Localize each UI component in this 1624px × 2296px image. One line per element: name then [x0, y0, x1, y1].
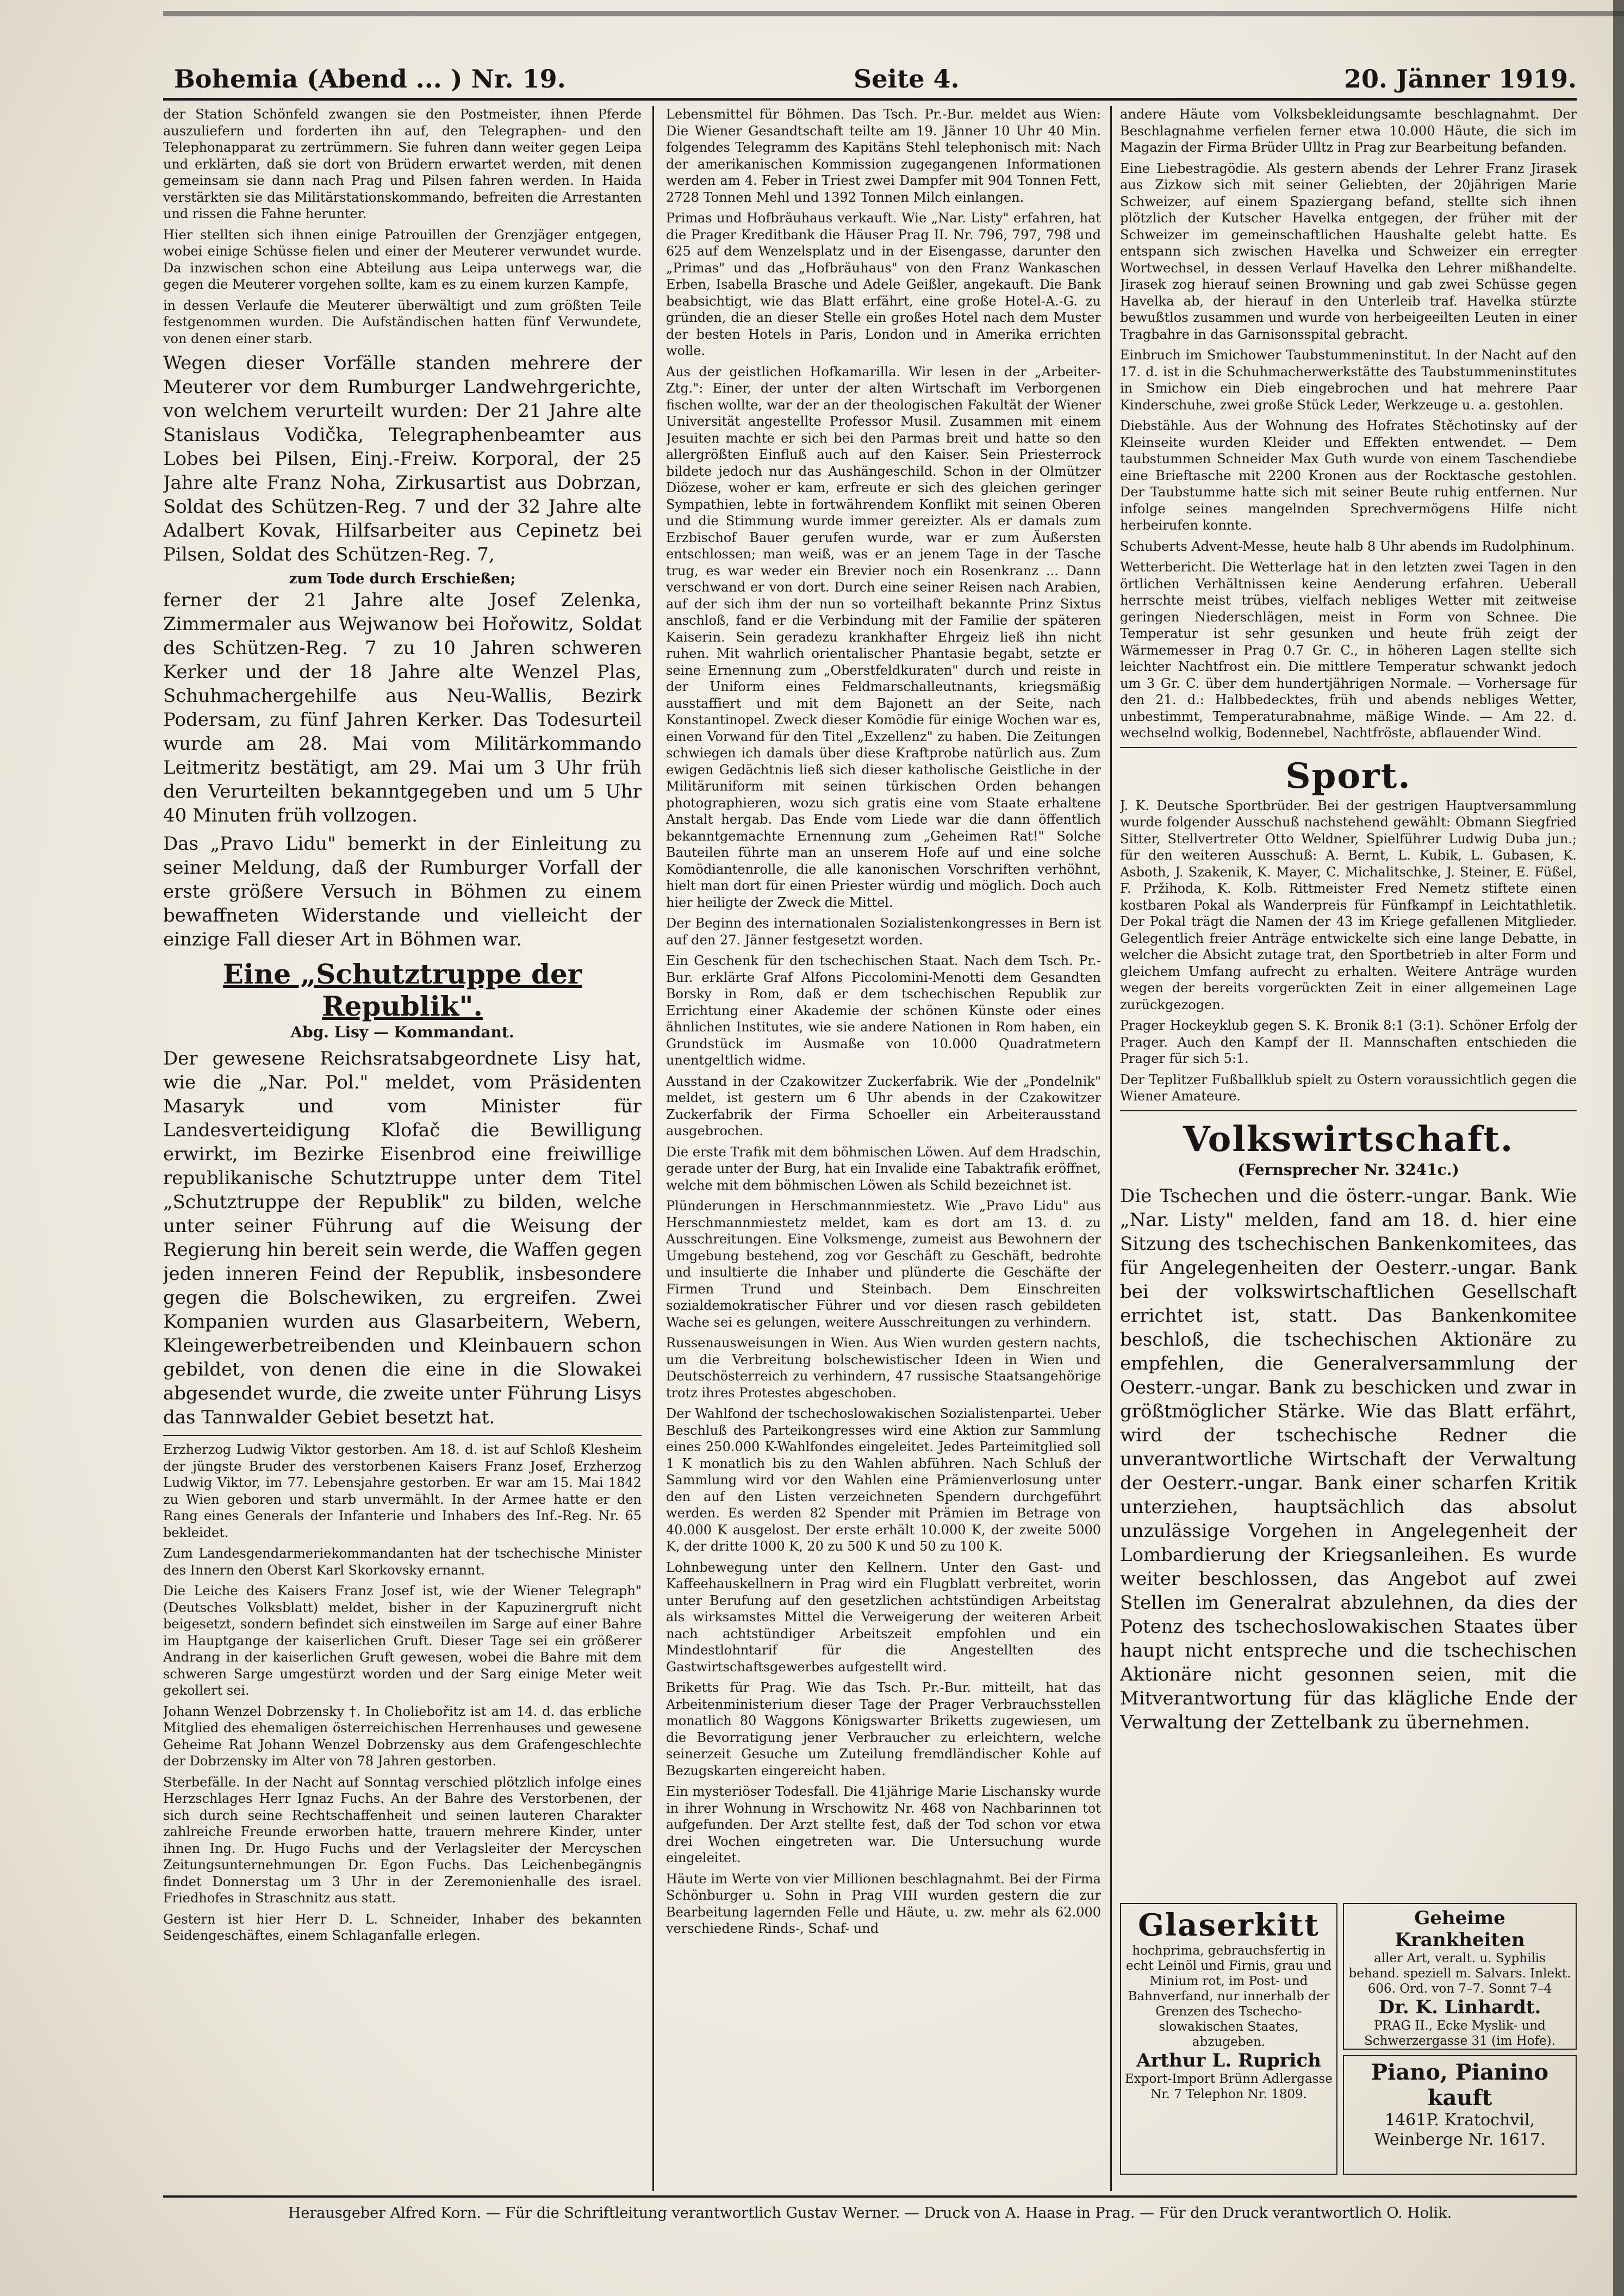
section-heading-sport: Sport. — [1285, 755, 1411, 797]
ad-text: hochprima, gebrauchsfertig in echt Leinöl und Firnis, grau und Minium rot, im Post- und Bahnverfand, nur innerhalb der Grenzen des Tschecho-slowakischen Staates, abzugeben. — [1126, 1944, 1331, 2049]
header-rule — [163, 98, 1577, 101]
ad-doctor: Dr. K. Linhardt. — [1378, 1996, 1541, 2018]
ad-text: aller Art, veralt. u. Syphilis behand. speziell m. Salvars. Inlekt. 606. Ord. von 7–7. Sonnt 7–4 — [1348, 1951, 1571, 1996]
ad-title: Glaserkitt — [1138, 1907, 1320, 1943]
article-text: Wegen dieser Vorfälle standen mehrere der Meuterer vor dem Rumburger Landwehrgerichte, von welchem verurteilt wurden: Der 21 Jahre alte Stanislaus Vodička, Telegraphenbeamter aus Lobes bei Pilsen, Einj.-Freiw. Korporal, der 25 Jahre alte Franz Noha, Zirkusartist aus Dobrzan, Soldat des Schützen-Reg. 7 und der 32 Jahre alte Adalbert Kovak, Hilfsarbeiter aus Cepinetz bei Pilsen, Soldat des Schützen-Reg. 7, — [163, 352, 642, 565]
news-item: Lohnbewegung unter den Kellnern. Unter den Gast- und Kaffeehauskellnern in Prag wird ein Flugblatt verbreitet, worin unter Berufung auf den gesetzlichen achtstündigen Arbeitstag als wirksamstes Mittel die Verweigerung der weiteren Arbeit nach achtstündiger Arbeitszeit empfohlen und ein Mindestlohntarif für die Angestellten des Gastwirtschaftsgewerbes aufgestellt wird. — [666, 1559, 1101, 1675]
news-item: Briketts für Prag. Wie das Tsch. Pr.-Bur. mitteilt, hat das Arbeitenministerium dieser Tage der Prager Verbrauchsstellen monatlich 80 Waggons Königswarter Briketts zugewiesen, um die Bevorratigung jener Verbraucher zu erleichtern, welche seinerzeit Gesuche um Zuteilung fremdländischer Kohle auf Bezugskarten eingereicht haben. — [666, 1680, 1101, 1778]
article-text: Das „Pravo Lidu" bemerkt in der Einleitung zu seiner Meldung, daß der Rumburger Vorfall der erste größere Versuch in Böhmen zu einem bewaffneten Widerstande und vielleicht der einzige Fall dieser Art in Böhmen war. — [163, 833, 642, 950]
article-subheadline: Abg. Lisy — Kommandant. — [290, 1023, 514, 1041]
divider — [1120, 1110, 1577, 1111]
news-item: Russenausweisungen in Wien. Aus Wien wurden gestern nachts, um die Verbreitung bolschewistischer Ideen in Wien und Deutschösterreich zu verhindern, 47 russische Staatsangehörige trotz ihres Protestes abgeschoben. — [666, 1335, 1101, 1401]
article-text: der Station Schönfeld zwangen sie den Postmeister, ihnen Pferde auszuliefern und forderten ihn auf, den Telegraphen- und den Telephonapparat zu zertrümmern. Sie fuhren dann weiter gegen Leipa und erklärten, daß sie dort von Brüdern erwartet werden, mit denen gemeinsam sie dann nach Prag und Pilsen fahren werden. In Haida verstärkten sie das Militärstationskommando, befreiten die Arrestanten und rissen die Fahne herunter. — [163, 107, 642, 221]
news-item: Die Leiche des Kaisers Franz Josef ist, wie der Wiener Telegraph" (Deutsches Volksblatt) meldet, bisher in der Kapuzinergruft nicht beigesetzt, sondern befindet sich einstweilen im Sarge auf einer Bahre im Hauptgange der kaiserlichen Gruft. Dieser Tage sei ein größerer Andrang in der kaiserlichen Gruft gewesen, wobei die Bahre mit dem schweren Sarge umgestürzt worden und der Sarg einige Meter weit gekollert sei. — [163, 1583, 642, 1698]
news-item: Erzherzog Ludwig Viktor gestorben. Am 18. d. ist auf Schloß Klesheim der jüngste Bruder des verstorbenen Kaisers Franz Josef, Erzherzog Ludwig Viktor, im 77. Lebensjahre gestorben. Er war am 15. Mai 1842 zu Wien geboren und starb unvermählt. In der Armee hatte er den Rang eines Generals der Infanterie und Inhabers des Inf.-Reg. Nr. 65 bekleidet. — [163, 1442, 642, 1540]
news-item: Plünderungen in Herschmannmiestetz. Wie „Pravo Lidu" aus Herschmannmiestetz meldet, kam es dort am 13. d. zu Ausschreitungen. Eine Volksmenge, zumeist aus Bewohnern der Umgebung bestehend, zog vor Geschäft zu Geschäft, bedrohte und insultierte die Inhaber und plünderte die Geschäfte der Firmen Trund und Steinbach. Dem Einschreiten sozialdemokratischer Führer und vor diesen rasch gebildeten Wache sei es gelungen, weitere Ausschreitungen zu verhindern. — [666, 1198, 1101, 1330]
ad-text: 1461P. Kratochvil, Weinberge Nr. 1617. — [1374, 2111, 1546, 2149]
news-item: Der Wahlfond der tschechoslowakischen Sozialistenpartei. Ueber Beschluß des Parteikongresses wird eine Aktion zur Sammlung eines 250.000 K-Wahlfondes eingeleitet. Jedes Parteimitglied soll 1 K monatlich bis zu den Wahlen abführen. Nach Schluß der Sammlung wird vor den Wahlen eine Prämienverlosung unter den auf den Listen verzeichneten Spendern durchgeführt werden. Es werden 82 Spender mit Prämien im Betrage von 40.000 K ausgelost. Der erste erhält 10.000 K, der zweite 5000 K, der dritte 1000 K, 20 zu 500 K und 50 zu 100 K. — [666, 1406, 1101, 1554]
article-text: Hier stellten sich ihnen einige Patrouillen der Grenzjäger entgegen, wobei einige Schüsse fielen und einer der Meuterer verwundet wurde. Da inzwischen schon eine Abteilung aus Leipa unterwegs war, die gegen die Meuterer vorgehen sollte, kam es zu einem kurzen Kampfe, — [163, 227, 642, 292]
divider — [1120, 747, 1577, 748]
ad-address: PRAG II., Ecke Myslik- und Schwerzergasse 31 (im Hofe). — [1364, 2019, 1555, 2048]
ad-krankheiten — [1343, 1903, 1577, 2050]
column-2 — [666, 106, 1101, 2191]
news-item: Aus der geistlichen Hofkamarilla. Wir lesen in der „Arbeiter-Ztg.": Einer, der unter der alten Wirtschaft im Verborgenen fischen wollte, war der an der theologischen Fakultät der Wiener Universität angestellte Professor Musil. Zusammen mit einem Jesuiten machte er sich bei den Parmas breit und hatte so den allergrößten Einfluß auch auf den Kaiser. Sein Priesterrock bildete jedoch nur das Aushängeschild. Schon in der Olmützer Diözese, woher er kam, erfreute er sich des gleichen geringer Sympathien, lebte in fortwährendem Konflikt mit seinen Oberen und die Stimmung wurde immer gereizter. Als er damals zum Erzbischof Bauer gerufen wurde, war er zum Äußersten entschlossen; man weiß, was er an jenem Tage in der Tasche trug, es war weder ein Brevier noch ein Rosenkranz ... Dann verschwand er von dort. Durch eine seiner Reisen nach Arabien, auf der sich ihm der nun so vorteilhaft bekannte Prinz Sixtus anschloß, fand er die Verbindung mit der Familie der späteren Kaiserin. Sein geradezu krankhafter Ehrgeiz ließ ihn nicht ruhen. Mit wahrlich orientalischer Phantasie begabt, setzte er seine Ernennung zum „Oberstfeldkuraten" durch und reiste in der Uniform eines Feldmarschalleutnants, kriegsmäßig ausstaffiert und mit dem Bajonett an der Seite, nach Konstantinopel. Zweck dieser Komödie für einige Wochen war es, einen Vorwand für den Titel „Exzellenz" zu haben. Die Zeitungen schwiegen ich damals über diese Kraftprobe natürlich aus. Zum ewigen Gedächtnis ließ sich dieser katholische Geistliche in der Militäruniform mit seinen türkischen Orden behangen photographieren, wozu sich gratis eine vom Staate erhaltene Anstalt hergab. Das Ende vom Liede war die dann öffentlich bekanntgemachte Ernennung zum „Geheimen Rat!" Solche Bauteilen führte man an unserem Hofe auf und eine solche Komödiantenrolle, die alle kanonischen Vorschriften verhöhnt, hielt man dort für einen Priester würdig und möglich. Doch auch hier heiligte der Zweck die Mittel. — [666, 364, 1101, 910]
news-item: Ausstand in der Czakowitzer Zuckerfabrik. Wie der „Pondelnik" meldet, ist gestern um 6 Uhr abends in der Czakowitzer Zuckerfabrik der Firma Schoeller ein Arbeiterausstand ausgebrochen. — [666, 1073, 1101, 1138]
scan-edge — [1613, 0, 1624, 2296]
ad-glaserkitt — [1120, 1903, 1337, 2175]
footer-rule — [163, 2195, 1577, 2198]
ad-title: Piano, Pianino kauft — [1371, 2059, 1549, 2111]
news-item: Die erste Trafik mit dem böhmischen Löwen. Auf dem Hradschin, gerade unter der Burg, hat ein Invalide eine Tabaktrafik eröffnet, welche mit dem böhmischen Löwen als Schild bezeichnet ist. — [666, 1144, 1101, 1193]
news-item: Prager Hockeyklub gegen S. K. Bronik 8:1 (3:1). Schöner Erfolg der Prager. Auch den Kampf der II. Mannschaften entschieden die Prager für sich 5:1. — [1120, 1018, 1577, 1066]
news-item: Ein Geschenk für den tschechischen Staat. Nach dem Tsch. Pr.-Bur. erklärte Graf Alfons Piccolomini-Menotti dem Gesandten Borsky in Rom, daß er dem tschechischen Republik zur Errichtung einer Akademie der schönen Künste oder eines ähnlichen Institutes, wie sie andere Nationen in Rom haben, ein Grundstück im Ausmaße von 10.000 Quadratmetern unentgeltlich widme. — [666, 953, 1101, 1068]
column-1 — [163, 106, 642, 2191]
news-item: J. K. Deutsche Sportbrüder. Bei der gestrigen Hauptversammlung wurde folgender Ausschuß nachstehend gewählt: Obmann Siegfried Sitter, Stellvertreter Otto Weldner, Spielführer Ludwig Duba jun.; für den weiteren Ausschuß: A. Bernt, L. Kubik, L. Gubasen, K. Asboth, J. Szakenik, K. Mayer, C. Michalitschke, J. Steiner, E. Füßel, F. Pržihoda, K. Kolb. Rittmeister Fred Nemetz stiftete einen kostbaren Pokal als Wanderpreis für Fünfkampf in Leichtathletik. Der Pokal trägt die Namen der 43 im Kriege gefallenen Mitglieder. Gelegentlich freier Anträge entwickelte sich eine lange Debatte, in welcher die Absicht zutage trat, den Sportbetrieb in alter Form und gleichem Umfang aufrecht zu erhalten. Weitere Anträge wurden wegen der bereits vorgerückten Zeit in einer allgemeinen Lage zurückgezogen. — [1120, 798, 1577, 1012]
news-item: Diebstähle. Aus der Wohnung des Hofrates Stěchotinsky auf der Kleinseite wurden Kleider und Effekten entwendet. — Dem taubstummen Schneider Max Guth wurde von einem Taschendiebe eine Brieftasche mit 2200 Kronen aus der Rocktasche gestohlen. Der Taubstumme hatte sich mit seiner Beute ruhig entfernen. Nur infolge seines mangelnden Sprechvermögens Hilfe nicht herbeirufen konnte. — [1120, 418, 1577, 533]
header-page-number: Seite 4. — [854, 64, 960, 94]
article-text: ferner der 21 Jahre alte Josef Zelenka, Zimmermaler aus Wejwanow bei Hořowitz, Soldat des Schützen-Reg. 7 zu 10 Jahren schweren Kerker und der 18 Jahre alte Wenzel Plas, Schuhmachergehilfe aus Neu-Wallis, Bezirk Podersam, zu fünf Jahren Kerker. Das Todesurteil wurde am 28. Mai vom Militärkommando Leitmeritz bestätigt, am 29. Mai um 3 Uhr früh den Verurteilten bekanntgegeben und um 5 Uhr 40 Minuten früh vollzogen. — [163, 589, 642, 826]
advertisements — [1120, 1903, 1577, 2186]
news-item: Der Beginn des internationalen Sozialistenkongresses in Bern ist auf den 27. Jänner festgesetzt worden. — [666, 916, 1101, 948]
section-heading-economy: Volkswirtschaft. — [1183, 1118, 1514, 1160]
news-item: Primas und Hofbräuhaus verkauft. Wie „Nar. Listy" erfahren, hat die Prager Kreditbank die Häuser Prag II. Nr. 796, 797, 798 und 625 auf dem Wenzelsplatz und in der Eisengasse, darunter den „Primas" und das „Hofbräuhaus" von den Franz Wankaschen Erben, Isabella Brasche und Adele Geißler, angekauft. Die Bank beabsichtigt, wie das Blatt erfährt, eine große Hotel-A.-G. zu gründen, die an dieser Stelle ein großes Hotel nach dem Muster der besten Hotels in Paris, London und in Amerika errichten wolle. — [666, 210, 1101, 358]
column-divider — [1110, 106, 1112, 2191]
news-item: andere Häute vom Volksbekleidungsamte beschlagnahmt. Der Beschlagnahme verfielen ferner etwa 10.000 Häute, die sich im Magazin der Firma Brüder Ulltz in Prag zur Bearbeitung befanden. — [1120, 107, 1577, 155]
ad-address: Export-Import Brünn Adlergasse Nr. 7 Telephon Nr. 1809. — [1125, 2072, 1333, 2101]
column-divider — [652, 106, 654, 2191]
news-item: Johann Wenzel Dobrzensky †. In Choliebořitz ist am 14. d. das erbliche Mitglied des ehemaligen österreichischen Herrenhauses und gewesene Geheime Rat Johann Wenzel Dobrzensky aus dem Grafengeschlechte der Dobrzensky im Alter von 78 Jahren gestorben. — [163, 1703, 642, 1769]
article-text: Die Tschechen und die österr.-ungar. Bank. Wie „Nar. Listy" melden, fand am 18. d. hier eine Sitzung des tschechischen Bankenkomitees, das für Angelegenheiten der Oesterr.-ungar. Bank bei der volkswirtschaftlichen Gesellschaft errichtet ist, statt. Das Bankenkomitee beschloß, die tschechischen Aktionäre zu empfehlen, die Generalversammlung der Oesterr.-ungar. Bank zu beschicken und zwar in größtmöglicher Stärke. Wie das Blatt erfährt, wird der tschechische Redner die unverantwortliche Wirtschaft der Verwaltung der Oesterr.-ungar. Bank einer scharfen Kritik unterziehen, hauptsächlich das absolut unzulässige Vorgehen in Angelegenheit der Lombardierung der Kriegsanleihen. Es wurde weiter beschlossen, das Angebot auf zwei Stellen im Generalrat abzulehnen, da dies der Potenz des tschechoslowakischen Staates über haupt nicht entspreche und die tschechischen Aktionäre nicht gesonnen seien, mit die Mitverantwortung für das klägliche Ende der Verwaltung der Zettelbank zu übernehmen. — [1120, 1185, 1577, 1733]
article-headline: Eine „Schutztruppe der Republik". — [222, 958, 582, 1022]
ad-firm: Arthur L. Ruprich — [1136, 2050, 1321, 2071]
news-item: Sterbefälle. In der Nacht auf Sonntag verschied plötzlich infolge eines Herzschlages Herr Ignaz Fuchs. An der Bahre des Verstorbenen, der sich durch seine Rechtschaffenheit und seinen lauteren Charakter zahlreiche Freunde erworben hatte, trauern mehrere Kinder, unter ihnen Ing. Dr. Hugo Fuchs und der Verlagsleiter der Mercyschen Zeitungsunternehmungen Dr. Egon Fuchs. Das Leichenbegängnis findet Donnerstag um 3 Uhr in der Zeremonienhalle des israel. Friedhofes in Straschnitz aus statt. — [163, 1774, 642, 1906]
news-item: Zum Landesgendarmeriekommandanten hat der tschechische Minister des Innern den Oberst Karl Skorkovsky ernannt. — [163, 1546, 642, 1578]
subheading: zum Tode durch Erschießen; — [289, 571, 516, 587]
header-date: 20. Jänner 1919. — [1343, 64, 1577, 94]
section-subheading: (Fernsprecher Nr. 3241c.) — [1237, 1160, 1459, 1179]
news-item: Wetterbericht. Die Wetterlage hat in den letzten zwei Tagen in den örtlichen Verhältnissen keine Aenderung erfahren. Ueberall herrschte meist trübes, vielfach nebliges Wetter mit zeitweise geringen Niederschlägen, meist in Form von Schnee. Die Temperatur ist sehr gesunken und heute früh zeigt der Wärmemesser in Prag 0.7 Gr. C., in höheren Lagen stellte sich leichter Nachtfrost ein. Die mittlere Temperatur schwankt jedoch um 3 Gr. C. über dem hundertjährigen Normale. — Vorhersage für den 21. d.: Halbbedecktes, früh und abends nebliges Wetter, unbestimmt, Temperaturabnahme, mäßige Winde. — Am 22. d. wechselnd wolkig, Bodennebel, Nachtfröste, abflauender Wind. — [1120, 559, 1577, 741]
news-item: Gestern ist hier Herr D. L. Schneider, Inhaber des bekannten Seidengeschäftes, einem Schlaganfalle erlegen. — [163, 1911, 642, 1943]
column-3 — [1120, 106, 1577, 1897]
ad-piano — [1343, 2055, 1577, 2175]
divider — [163, 1435, 642, 1436]
news-item: Einbruch im Smichower Taubstummeninstitut. In der Nacht auf den 17. d. ist in die Schuhmacherwerkstätte des Taubstummeninstitutes in Smichow ein Dieb eingebrochen und hat mehrere Paar Kinderschuhe, zwei große Stück Leder, Werkzeuge u. a. gestohlen. — [1120, 347, 1577, 413]
news-item: Eine Liebestragödie. Als gestern abends der Lehrer Franz Jirasek aus Zizkow sich mit seiner Geliebten, der 20jährigen Marie Schweizer, auf einem Spaziergang befand, stellte sich ihnen plötzlich der Kutscher Havelka entgegen, der früher mit der Schweizer im gemeinschaftlichen Haushalte gelebt hatte. Es entspann sich zwischen Havelka und Schweizer ein erregter Wortwechsel, in dessen Verlauf Havelka den Lehrer mißhandelte. Jirasek zog hierauf seinen Browning und gab zwei Schüsse gegen Havelka ab, der hierauf in den Unterleib traf. Havelka stürzte bewußtlos zusammen und wurde von herbeigeeilten Leuten in einer Tragbahre in das Garnisonsspital gebracht. — [1120, 160, 1577, 342]
news-item: Der Teplitzer Fußballklub spielt zu Ostern voraussichtlich gegen die Wiener Amateure. — [1120, 1072, 1577, 1104]
article-text: in dessen Verlaufe die Meuterer überwältigt und zum größten Teile festgenommen wurden. Die Aufständischen hatten fünf Verwundete, von denen einer starb. — [163, 297, 642, 346]
article-text: Der gewesene Reichsratsabgeordnete Lisy hat, wie die „Nar. Pol." meldet, vom Präsidenten Masaryk und vom Minister für Landesverteidigung Klofač die Bewilligung erwirkt, im Bezirke Eisenbrod eine freiwillige republikanische Schutztruppe unter dem Titel „Schutztruppe der Republik" zu bilden, welche unter seiner Führung auf die Weisung der Regierung hin bereit sein werde, die Waffen gegen jeden inneren Feind der Republik, insbesondere gegen die Bolschewiken, zu ergreifen. Zwei Kompanien wurden aus Glasarbeitern, Webern, Kleingewerbetreibenden und Kleinbauern schon gebildet, von denen die eine in die Slowakei abgesendet wurde, die zweite unter Führung Lisys das Tannwalder Gebiet besetzt hat. — [163, 1048, 642, 1428]
header-paper-name: Bohemia (Abend ... ) Nr. 19. — [174, 64, 566, 94]
imprint-footer: Herausgeber Alfred Korn. — Für die Schriftleitung verantwortlich Gustav Werner. — Druck von A. Haase in Prag. — Für den Druck verantwortlich O. Holik. — [288, 2205, 1452, 2222]
news-item: Häute im Werte von vier Millionen beschlagnahmt. Bei der Firma Schönburger u. Sohn in Prag VIII wurden gestern die zur Bearbeitung lagernden Felle und Häute, u. zw. mehr als 62.000 verschiedene Rinds-, Schaf- und — [666, 1871, 1101, 1936]
news-item: Lebensmittel für Böhmen. Das Tsch. Pr.-Bur. meldet aus Wien: Die Wiener Gesandtschaft teilte am 19. Jänner 10 Uhr 40 Min. folgendes Telegramm des Kapitäns Stehl telephonisch mit: Nach der amerikanischen Kommission zugegangenen Informationen werden am 4. Feber in Triest zwei Dampfer mit 904 Tonnen Fett, 2728 Tonnen Mehl und 1392 Tonnen Milch einlangen. — [666, 107, 1101, 205]
page-header — [163, 64, 1577, 97]
top-border — [163, 11, 1624, 16]
ad-title: Geheime Krankheiten — [1395, 1907, 1525, 1951]
news-item: Schuberts Advent-Messe, heute halb 8 Uhr abends im Rudolphinum. — [1120, 538, 1575, 554]
news-item: Ein mysteriöser Todesfall. Die 41jährige Marie Lischansky wurde in ihrer Wohnung in Wrschowitz Nr. 468 von Nachbarinnen tot aufgefunden. Der Arzt stellte fest, daß der Tod schon vor etwa drei Wochen eingetreten war. Die Untersuchung wurde eingeleitet. — [666, 1784, 1101, 1865]
